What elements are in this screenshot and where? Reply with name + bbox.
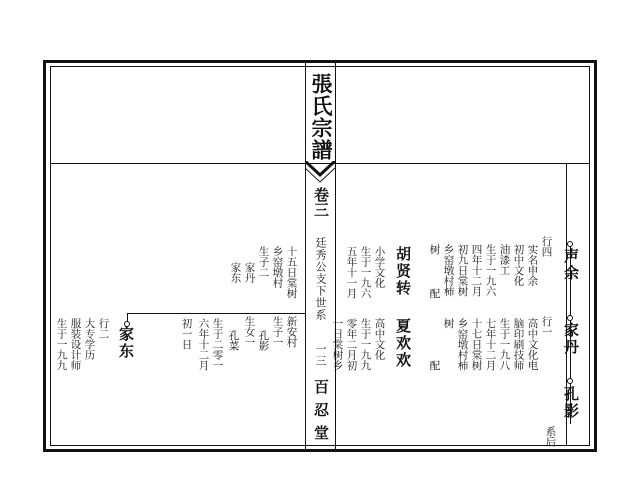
- entry-line: 实名申余: [526, 244, 539, 286]
- entry-line: 孔影: [257, 330, 270, 351]
- entry-line: 乡窑墩村柿: [442, 244, 455, 297]
- entry-line: 初九日棠树: [456, 244, 469, 297]
- entry-line: 行四: [540, 236, 553, 257]
- entry-line: 生于一九九: [55, 318, 68, 371]
- entry-line: 高中文化: [373, 318, 386, 360]
- entry-line: 行一: [540, 316, 553, 337]
- entry-line: 家东: [229, 262, 242, 283]
- entry-line: 生子一: [271, 316, 284, 348]
- entry-line: 生子二: [257, 246, 270, 278]
- entry-line: 树: [442, 318, 455, 329]
- generation-name-kongying: 孔影: [562, 386, 580, 420]
- entry-line: 服装设计师: [69, 318, 82, 371]
- spine-title: 張氏宗譜: [309, 73, 334, 161]
- spine-fishtail-ornament: [305, 161, 336, 183]
- entry-line: 大专学历: [83, 318, 96, 360]
- entry-line: 生于二零一: [211, 318, 224, 371]
- entry-line: 脑印刷技师: [512, 318, 525, 371]
- entry-line: 十五日棠树: [285, 246, 298, 299]
- entry-line: 十七日棠树: [470, 318, 483, 371]
- entry-line: 乡窑墩村柿: [456, 318, 469, 371]
- entry-line: 家丹: [243, 262, 256, 283]
- entry-line: 零年二月初: [345, 318, 358, 371]
- entry-line: 行二: [97, 318, 110, 339]
- entry-line: 高中文化电: [526, 318, 539, 371]
- entry-line: 七年十二月: [484, 318, 497, 371]
- entry-line: 六年十二月: [197, 318, 210, 371]
- spouse-marker: 配: [428, 360, 441, 371]
- branch-connector: [128, 313, 305, 314]
- entry-line: 一日棠树乡: [331, 318, 344, 371]
- entry-line: 新安村: [285, 316, 298, 348]
- entry-line: 生于一九九: [359, 318, 372, 371]
- generation-name-jiadan: 家丹: [562, 322, 580, 356]
- entry-line: 初一日: [180, 318, 193, 350]
- book-spine: [305, 61, 336, 450]
- spouse-name-huxianzhuan: 胡贤转: [394, 246, 412, 297]
- entry-line: 油漆工: [498, 244, 511, 276]
- continuation-note: 系后: [544, 426, 557, 447]
- lineage-node-3: [567, 378, 573, 384]
- entry-line: 乡窑墩村: [271, 246, 284, 288]
- page-number: 一三: [314, 343, 327, 367]
- entry-line: 五年十一月: [345, 246, 358, 299]
- spouse-name-xiahuanhuan: 夏欢欢: [394, 318, 412, 369]
- entry-line: 四年十二月: [470, 244, 483, 297]
- lineage-node-1: [567, 241, 573, 247]
- entry-line: 生于一九八: [498, 318, 511, 371]
- branch-label: 廷秀公支下世系: [314, 237, 327, 321]
- spouse-marker: 配: [428, 288, 441, 299]
- entry-line: 小学文化: [373, 246, 386, 288]
- hall-name: 百忍堂: [312, 379, 330, 448]
- entry-line: 生于一九六: [359, 246, 372, 299]
- entry-line: 树: [428, 244, 441, 255]
- entry-line: 生于一九六: [484, 244, 497, 297]
- volume-label: 卷三: [312, 187, 330, 217]
- entry-line: 孔菜: [227, 330, 240, 351]
- child-name-jiadong: 家东: [117, 326, 135, 360]
- generation-name-shengyu: 声余: [562, 248, 580, 282]
- entry-line: 生女一: [243, 316, 256, 348]
- lineage-node-2: [567, 315, 573, 321]
- entry-line: 初中文化: [512, 244, 525, 286]
